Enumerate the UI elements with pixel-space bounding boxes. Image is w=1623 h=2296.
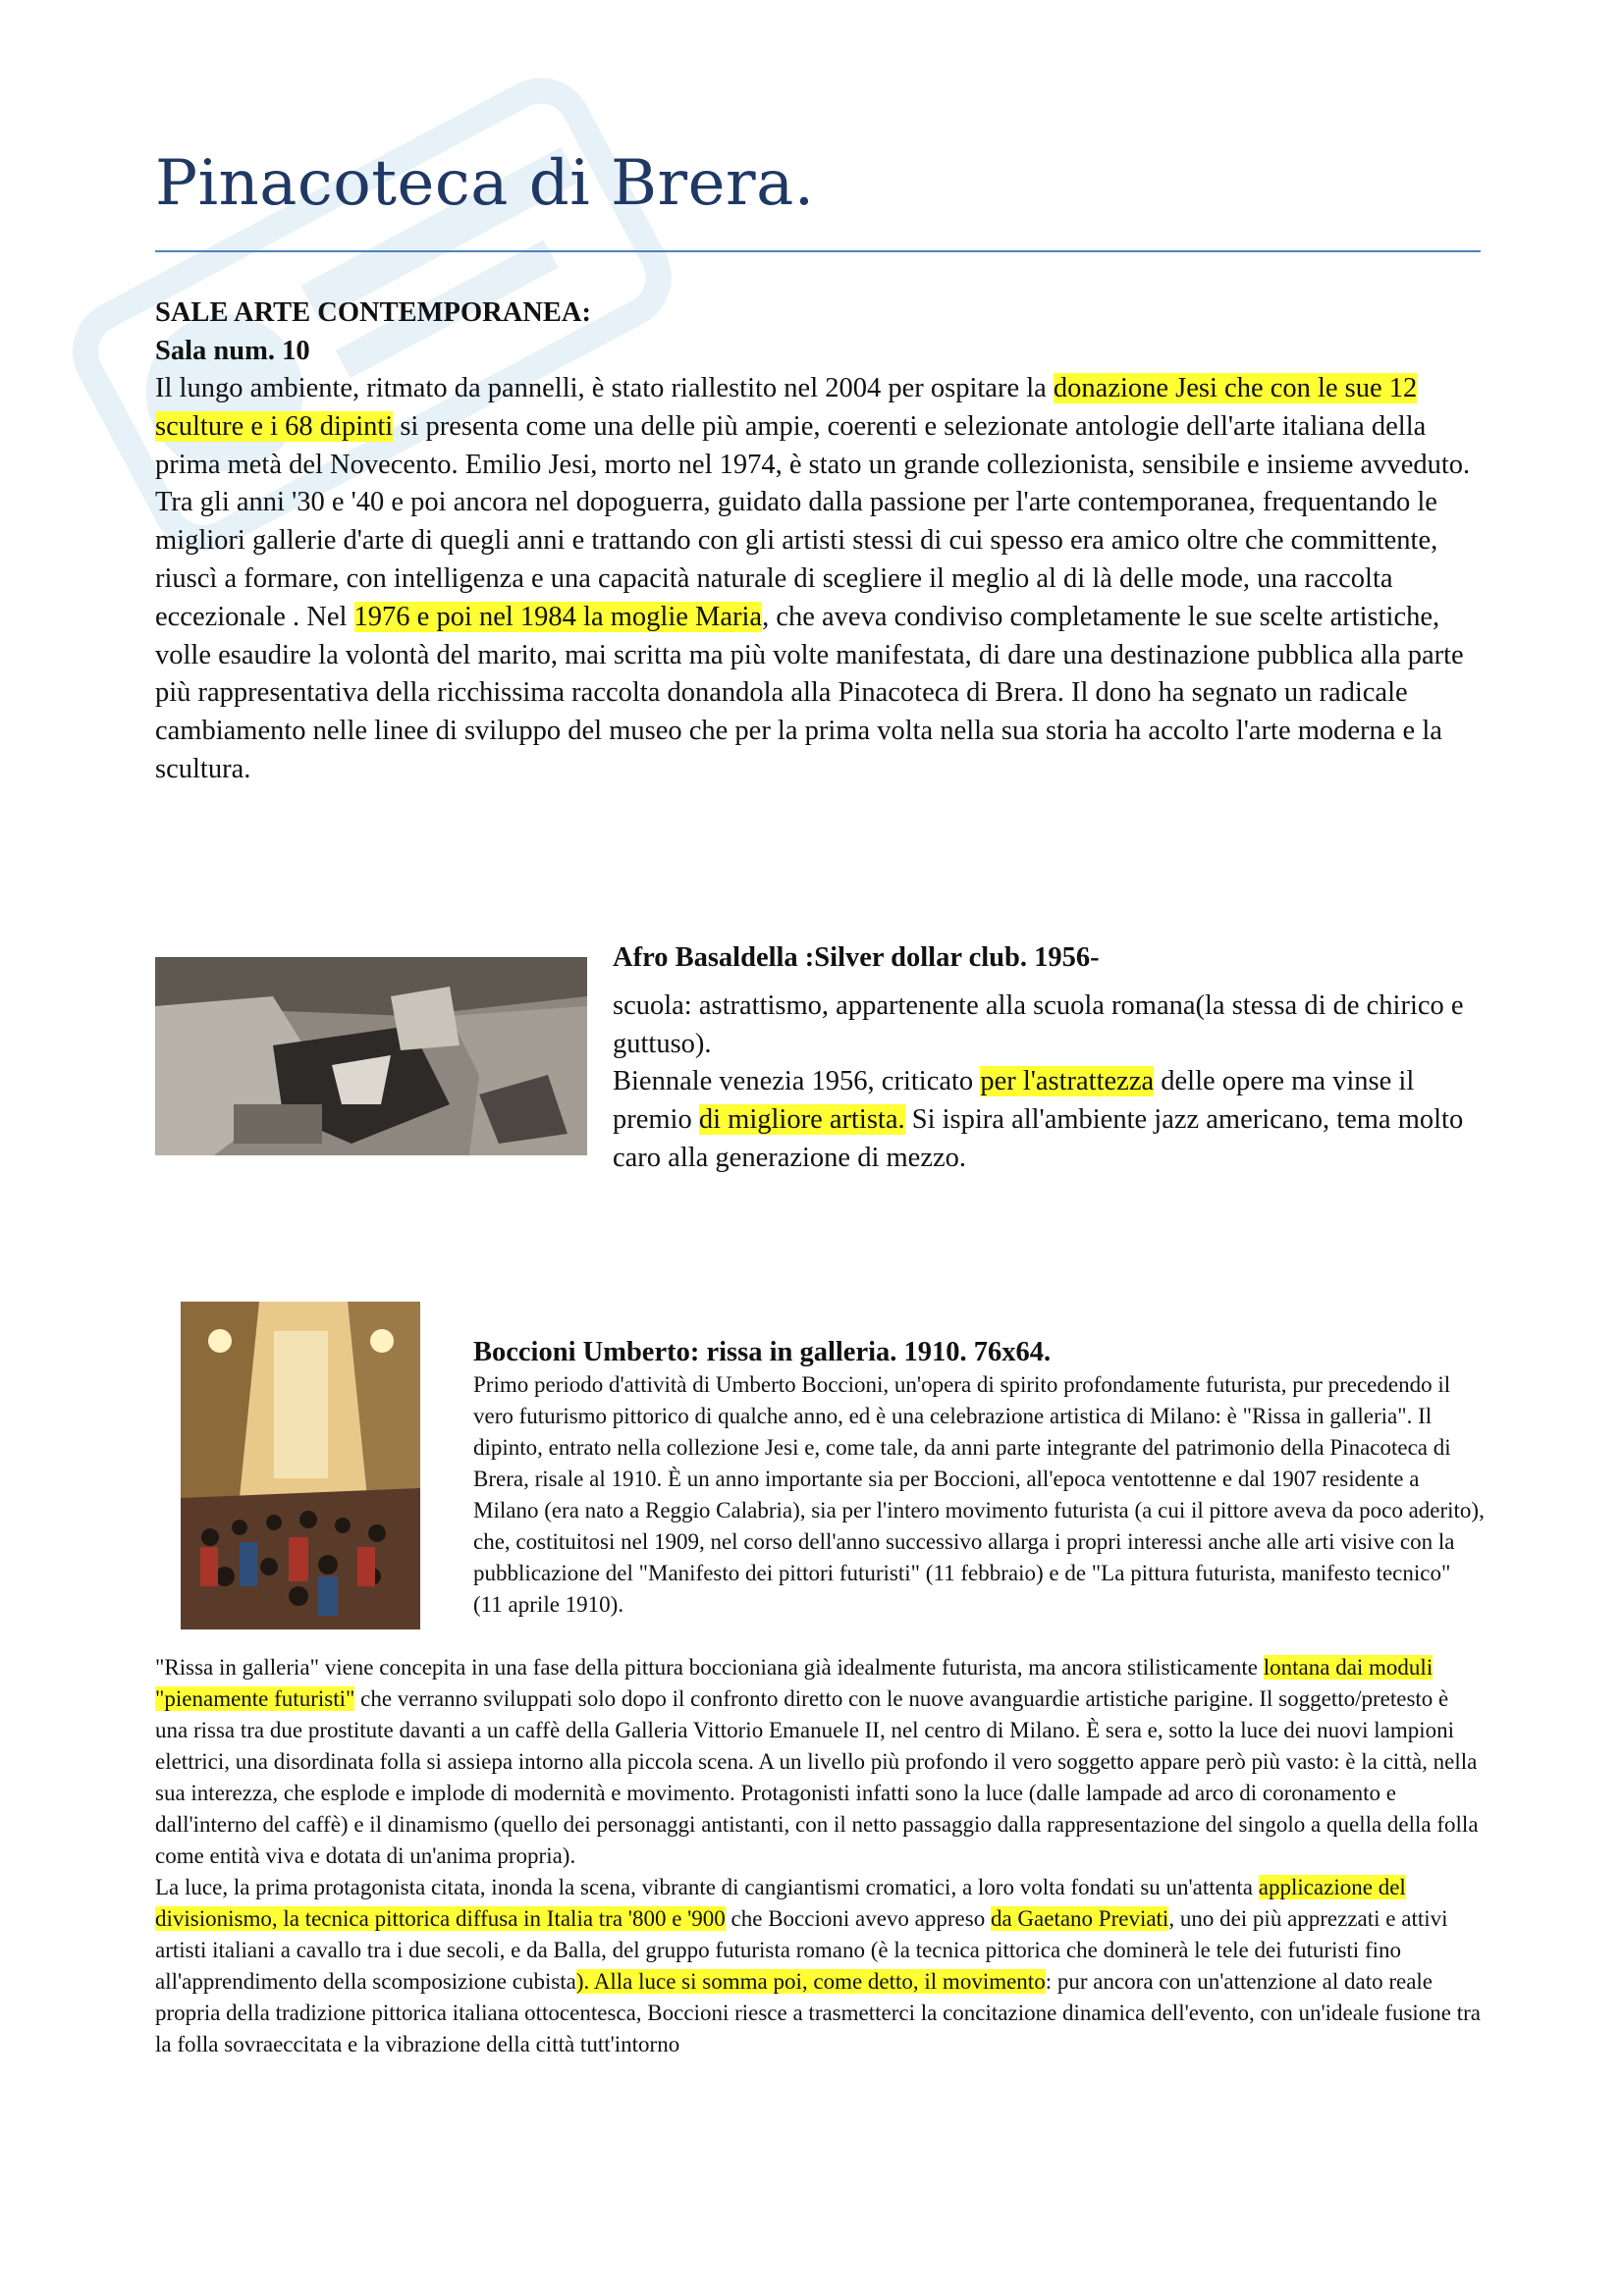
boccioni-paragraph-1: Primo periodo d'attività di Umberto Boccioni, un'opera di spirito profondamente futurista, pur precedendo il vero futurismo pittorico di qualche anno, ed è una celebrazione artistica di Milano: è "Rissa in galleria". Il dipinto, entrato nella collezione Jesi e, come tale, da anni parte integrante del patrimonio della Pinacoteca di Brera, risale al 1910. È un anno importante sia per Boccioni, all'epoca ventottenne e dal 1907 residente a Milano (era nato a Reggio Calabria), sia per l'intero movimento futurista (a cui il pittore aveva da poco aderito), che, costituitosi nel 1909, nel corso dell'anno successivo allarga i propri interessi anche alle arti visive con la pubblicazione del "Manifesto dei pittori futuristi" (11 febbraio) e de "La pittura futurista, manifesto tecnico" (11 aprile 1910).	[473, 1372, 1485, 1617]
afro-school: scuola: astrattismo, appartenente alla scuola romana(la stessa di de chirico e guttuso).	[613, 989, 1464, 1059]
afro-highlight-2: di migliore artista.	[698, 1104, 905, 1136]
afro-highlight-1: per l'astrattezza	[980, 1066, 1155, 1097]
boccioni-paragraph-2	[155, 1652, 1481, 1872]
intro-highlight-1: donazione Jesi che con le sue 12 sculture e i 68 dipinti	[155, 373, 1418, 442]
boccioni-body	[155, 1652, 1481, 2060]
p2-text-1: "Rissa in galleria" viene concepita in una fase della pittura boccioniana già idealmente futurista, ma ancora stilisticamente	[155, 1655, 1264, 1680]
boccioni-paragraph-3	[155, 1872, 1481, 2060]
section-heading	[155, 294, 1471, 371]
p3-highlight-1: applicazione del divisionismo, la tecnica pittorica diffusa in Italia tra '800 e '900	[155, 1875, 1406, 1931]
intro-paragraph	[155, 370, 1471, 789]
boccioni-intro	[473, 1336, 1485, 1621]
p2-text-2: che verranno sviluppati solo dopo il confronto diretto con le nuove avanguardie artistiche parigine. Il soggetto/pretesto è una rissa tra due prostitute davanti a un caffè della Galleria Vittorio Emanuele II, nel centro di Milano. È sera e, sotto la luce dei nuovi lampioni elettrici, una disordinata folla si assiepa intorno alla piccola scena. A un livello più profondo il vero soggetto appare però più vasto: è la città, nella sua interezza, che esplode e implode di modernità e movimento. Protagonisti infatti sono la luce (dalle lampade ad arco di coronamento e dall'interno del caffè) e il dinamismo (quello dei personaggi antistanti, con il netto passaggio dalla rappresentazione del singolo a quella della folla come entità viva e dotata di un'anima propria).	[155, 1686, 1479, 1868]
intro-text-3: , che aveva condiviso completamente le sue scelte artistiche, volle esaudire la volontà del marito, mai scritta ma più volte manifestata, di dare una destinazione pubblica alla parte più rappresentativa della ricchissima raccolta donandola alla Pinacoteca di Brera. Il dono ha segnato un radicale cambiamento nelle linee di sviluppo del museo che per la prima volta nella sua storia ha accolto l'arte moderna e la scultura.	[155, 601, 1464, 784]
p3-text-1: La luce, la prima protagonista citata, inonda la scena, vibrante di cangiantismi cromatici, a loro volta fondati su un'attenta	[155, 1875, 1259, 1899]
intro-text-2: si presenta come una delle più ampie, coerenti e selezionate antologie dell'arte italiana della prima metà del Novecento. Emilio Jesi, morto nel 1974, è stato un grande collezionista, sensibile e insieme avveduto. Tra gli anni '30 e '40 e poi ancora nel dopoguerra, guidato dalla passione per l'arte contemporanea, frequentando le migliori gallerie d'arte di quegli anni e trattando con gli artisti stessi di cui spesso era amico oltre che committente, riuscì a formare, con intelligenza e una capacità naturale di scegliere il meglio al di là delle mode, una raccolta eccezionale . Nel	[155, 410, 1471, 632]
boccioni-painting-image	[181, 1302, 420, 1629]
boccioni-heading: Boccioni Umberto: rissa in galleria. 1910. 76x64.	[473, 1337, 1052, 1367]
p3-text-2: che Boccioni avevo appreso	[725, 1906, 991, 1931]
section-title: SALE ARTE CONTEMPORANEA:	[155, 297, 591, 328]
room-title: Sala num. 10	[155, 335, 310, 366]
afro-text-3: Si ispira all'ambiente jazz americano, tema molto caro alla generazione di mezzo.	[613, 1104, 1464, 1173]
p3-text-4: : pur ancora con un'attenzione al dato reale propria della tradizione pittorica italiana ottocentesca, Boccioni riesce a trasmetterci la concitazione dinamica dell'evento, con un'ideale fusione tra la folla sovraeccitata e la vibrazione della città tutt'intorno	[155, 1969, 1482, 2056]
afro-text	[613, 939, 1467, 1178]
afro-text-1: Biennale venezia 1956, criticato	[613, 1066, 981, 1097]
title-divider	[155, 250, 1481, 252]
afro-text-2: delle opere ma vinse il premio	[613, 1066, 1415, 1136]
afro-description	[613, 1063, 1467, 1177]
intro-highlight-2: 1976 e poi nel 1984 la moglie Maria	[353, 601, 763, 632]
p3-text-3: , uno dei più apprezzati e attivi artisti italiani a cavallo tra i due secoli, e da Balla, del gruppo futurista romano (è la tecnica pittorica che dominerà le tele dei futuristi fino all'apprendimento della scomposizione cubista	[155, 1906, 1448, 1994]
afro-heading: Afro Basaldella :Silver dollar club. 1956-	[613, 942, 1100, 973]
intro-text-1: Il lungo ambiente, ritmato da pannelli, è stato riallestito nel 2004 per ospitare la	[155, 373, 1054, 403]
p3-highlight-2: da Gaetano Previati	[990, 1906, 1169, 1931]
p3-highlight-3: ). Alla luce si somma poi, come detto, il movimento	[575, 1969, 1046, 1994]
afro-painting-image	[155, 957, 587, 1155]
page-title: Pinacoteca di Brera.	[155, 147, 815, 220]
p2-highlight: lontana dai moduli "pienamente futuristi"	[155, 1655, 1434, 1711]
